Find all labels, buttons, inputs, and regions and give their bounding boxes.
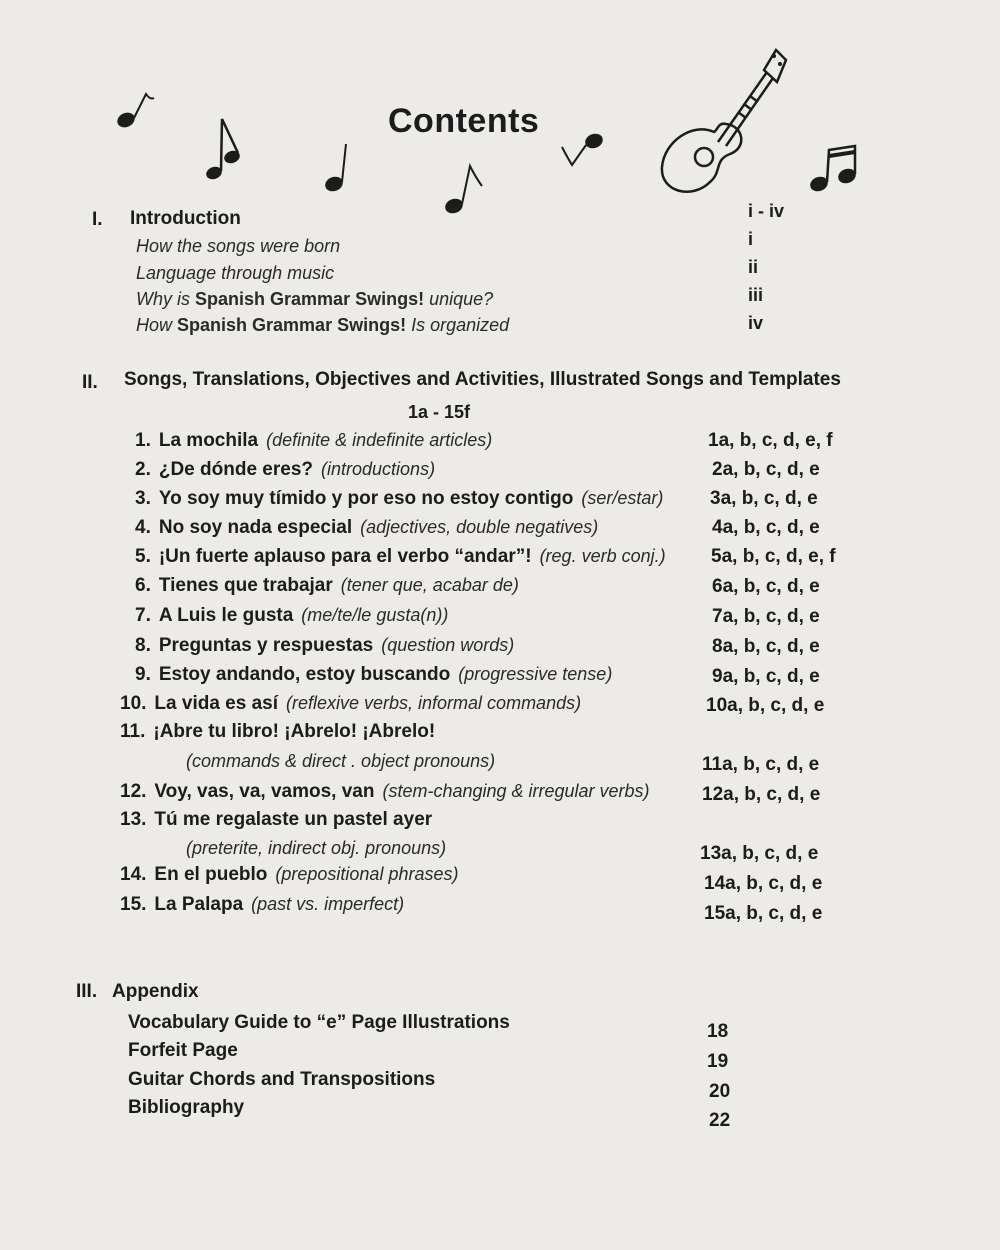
song-number: 1. [135,430,151,451]
song-title: Yo soy muy tímido y por eso no estoy contigo [158,488,574,509]
song-number: 15. [120,894,147,915]
appendix-item-page: 19 [707,1051,729,1072]
song-title: Estoy andando, estoy buscando [158,664,451,685]
song-title: No soy nada especial [158,517,353,538]
song-number: 4. [135,517,151,538]
song-row [135,430,492,452]
song-pages: 10a, b, c, d, e [706,695,825,716]
song-description: (stem-changing & irregular verbs) [382,781,650,801]
song-row [135,488,663,510]
song-title: A Luis le gusta [158,605,294,626]
song-row [135,459,435,481]
song-number: 12. [120,781,147,802]
song-description: (prepositional phrases) [275,864,459,884]
song-pages: 8a, b, c, d, e [712,636,820,657]
song-row [120,894,404,916]
song-pages: 9a, b, c, d, e [712,666,820,687]
song-row [120,781,650,803]
song-row [120,721,435,743]
song-row [135,517,598,539]
song-title: ¡Abre tu libro! ¡Abrelo! ¡Abrelo! [153,721,436,742]
song-row [120,693,581,715]
song-title: La mochila [158,430,259,451]
song-title: La Palapa [154,894,244,915]
song-row [120,809,432,831]
eighth-note-icon [440,160,490,220]
intro-item-page: i [748,229,754,249]
appendix-item-page: 20 [709,1081,731,1102]
song-pages: 14a, b, c, d, e [704,873,823,894]
appendix-item: Forfeit Page [128,1040,238,1061]
eighth-note-icon [558,125,608,170]
section-1-pages: i - iv [748,201,785,221]
song-description: (reg. verb conj.) [539,546,666,566]
song-description: (me/te/le gusta(n)) [301,605,449,625]
song-description: (introductions) [321,459,436,479]
song-number: 8. [135,635,151,656]
eighth-note-icon [200,115,250,185]
song-title: En el pueblo [154,864,268,885]
appendix-item: Vocabulary Guide to “e” Page Illustrations [128,1012,510,1033]
song-title: Voy, vas, va, vamos, van [154,781,375,802]
song-description: (ser/estar) [581,488,664,508]
song-title: Preguntas y respuestas [158,635,374,656]
song-description: (reflexive verbs, informal commands) [286,693,582,713]
song-pages: 15a, b, c, d, e [704,903,823,924]
song-description: (tener que, acabar de) [340,575,519,595]
intro-item: How Spanish Grammar Swings! Is organized [136,315,510,335]
section-2-range: 1a - 15f [408,402,471,422]
section-3-heading: Appendix [112,981,199,1002]
song-description: (past vs. imperfect) [251,894,405,914]
song-number: 7. [135,605,151,626]
song-row [135,664,612,686]
song-number: 2. [135,459,151,480]
song-11-description: (commands & direct . object pronouns) [186,751,496,771]
song-number: 5. [135,546,151,567]
song-number: 6. [135,575,151,596]
page-title: Contents [388,102,540,140]
song-row [135,546,666,568]
intro-item-page: ii [748,257,759,277]
song-row [135,635,514,657]
song-11-pages: 11a, b, c, d, e [702,754,820,775]
song-number: 10. [120,693,147,714]
song-row [120,864,458,886]
eighth-note-icon [112,88,162,138]
song-pages: 3a, b, c, d, e [710,488,818,509]
section-2-heading: Songs, Translations, Objectives and Activities, Illustrated Songs and Templates [124,369,841,390]
song-title: Tú me regalaste un pastel ayer [154,809,433,830]
song-title: Tienes que trabajar [158,575,333,596]
song-description: (progressive tense) [458,664,613,684]
song-number: 9. [135,664,151,685]
song-row [135,575,519,597]
intro-item: Why is Spanish Grammar Swings! unique? [136,289,494,309]
intro-item: Language through music [136,263,335,283]
song-description: (definite & indefinite articles) [266,430,493,450]
song-number: 3. [135,488,151,509]
intro-item-page: iii [748,285,764,305]
intro-item-page: iv [748,313,764,333]
song-pages: 2a, b, c, d, e [712,459,820,480]
song-13-description: (preterite, indirect obj. pronouns) [186,838,447,858]
section-1-numeral: I. [92,209,103,230]
song-row [135,605,448,627]
section-1-heading: Introduction [130,208,241,229]
section-2-numeral: II. [82,372,98,393]
quarter-note-icon [322,140,362,195]
song-description: (adjectives, double negatives) [360,517,599,537]
song-pages: 1a, b, c, d, e, f [708,430,833,451]
song-title: ¡Un fuerte aplauso para el verbo “andar”! [158,546,532,567]
song-pages: 12a, b, c, d, e [702,784,821,805]
guitar-icon [652,42,792,202]
section-3-numeral: III. [76,981,98,1002]
intro-item: How the songs were born [136,236,341,256]
song-pages: 7a, b, c, d, e [712,606,820,627]
appendix-item: Guitar Chords and Transpositions [128,1069,436,1090]
song-number: 14. [120,864,147,885]
song-title: ¿De dónde eres? [158,459,314,480]
appendix-item-page: 18 [707,1021,729,1042]
beamed-notes-icon [805,140,865,195]
song-description: (question words) [381,635,515,655]
appendix-item: Bibliography [128,1097,245,1118]
song-title: La vida es así [154,693,278,714]
appendix-item-page: 22 [709,1110,731,1131]
song-pages: 6a, b, c, d, e [712,576,820,597]
song-pages: 4a, b, c, d, e [712,517,820,538]
song-number: 13. [120,809,147,830]
song-number: 11. [120,721,146,742]
song-pages: 5a, b, c, d, e, f [711,546,836,567]
song-13-pages: 13a, b, c, d, e [700,843,819,864]
